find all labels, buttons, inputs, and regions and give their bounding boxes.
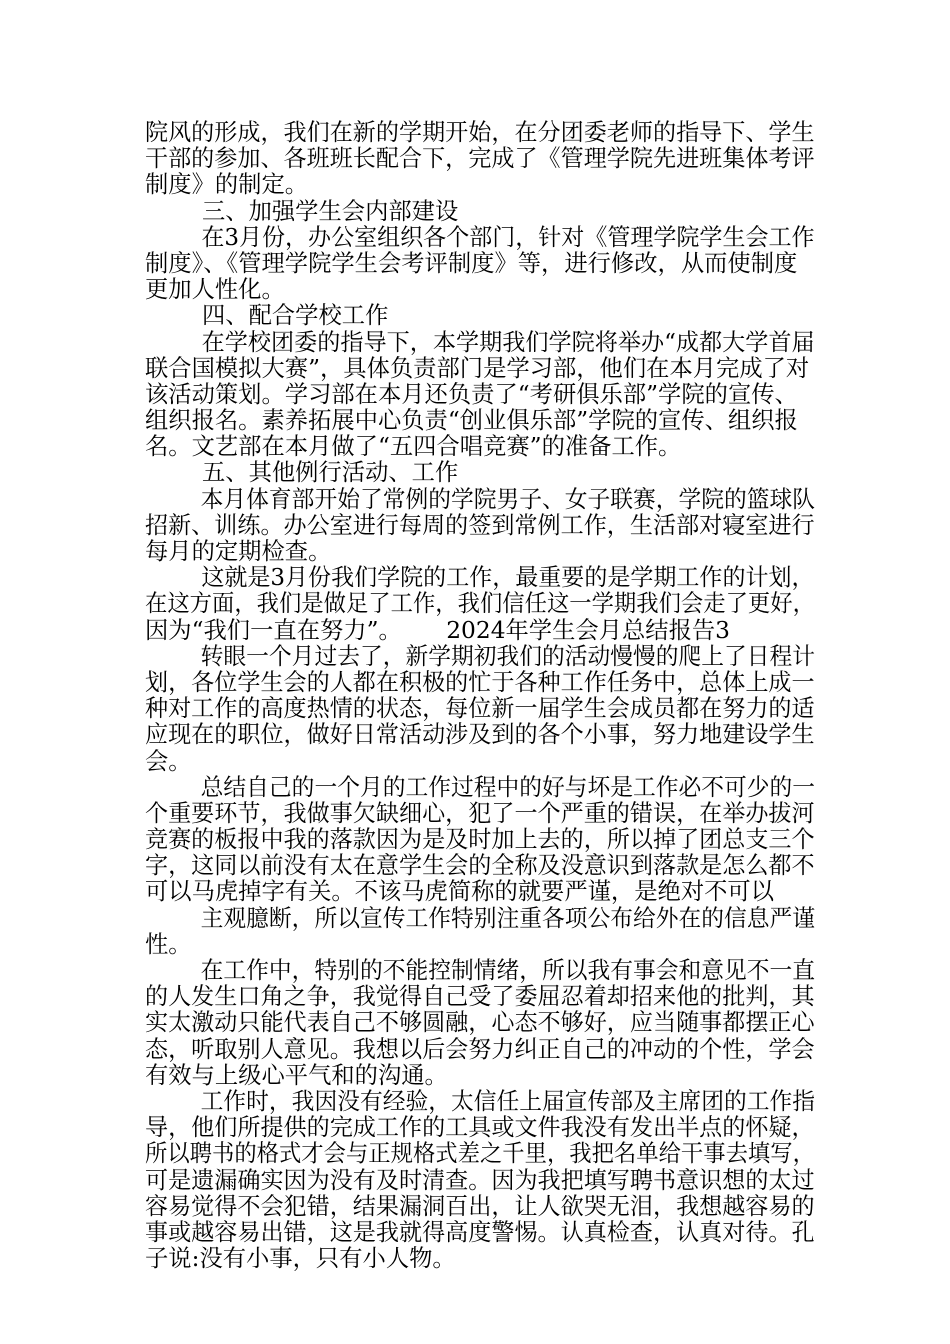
text-line: 所以聘书的格式才会与正规格式差之千里，我把名单给干事去填写， [145,1140,815,1168]
text-line: 导，他们所提供的完成工作的工具或文件我没有发出半点的怀疑， [145,1114,815,1142]
text-line: 本月体育部开始了常例的学院男子、女子联赛，学院的篮球队 [200,485,816,513]
text-line: 字，这同以前没有太在意学生会的全称及没意识到落款是怎么都不 [145,852,815,880]
text-line: 竞赛的板报中我的落款因为是及时加上去的，所以掉了团总支三个 [145,826,815,854]
text-line: 制度》的制定。 [145,171,309,199]
text-line: 在学校团委的指导下，本学期我们学院将举办“成都大学首届 [201,328,815,356]
text-line: 更加人性化。 [145,276,285,304]
text-line: 有效与上级心平气和的沟通。 [145,1061,448,1089]
text-line: 名。文艺部在本月做了“五四合唱竞赛”的准备工作。 [145,433,682,461]
text-line: 该活动策划。学习部在本月还负责了“考研俱乐部”学院的宣传、 [145,380,798,408]
text-line: 每月的定期检查。 [145,538,332,565]
text-line: 四、配合学校工作 [202,302,389,330]
text-line: 在工作中，特别的不能控制情绪，所以我有事会和意见不一直 [200,957,816,984]
text-line: 个重要环节，我做事欠缺细心，犯了一个严重的错误，在举办拔河 [145,799,815,827]
text-line: 制度》、《管理学院学生会考评制度》等，进行修改，从而使制度 [145,249,798,277]
text-line: 这就是3月份我们学院的工作，最重要的是学期工作的计划， [201,564,815,592]
text-line: 会。 [145,747,192,775]
text-line: 招新、训练。办公室进行每周的签到常例工作，生活部对寝室进行 [145,511,815,539]
text-line: 工作时，我因没有经验，太信任上届宣传部及主席团的工作指 [200,1087,816,1115]
text-line: 事或越容易出错，这是我就得高度警惕。认真检查，认真对待。孔 [145,1218,815,1246]
text-line: 院风的形成，我们在新的学期开始，在分团委老师的指导下、学生 [145,119,815,146]
text-line: 性。 [145,930,192,958]
text-line: 在这方面，我们是做足了工作，我们信任这一学期我们会走了更好， [145,590,815,618]
text-line: 种对工作的高度热情的状态，每位新一届学生会成员都在努力的适 [145,695,815,723]
text-line: 总结自己的一个月的工作过程中的好与坏是工作必不可少的一 [200,773,816,801]
text-line: 联合国模拟大赛”，具体负责部门是学习部，他们在本月完成了对 [145,354,810,382]
text-line: 实太激动只能代表自己不够圆融，心态不够好，应当随事都摆正心 [145,1009,815,1037]
text-line: 三、加强学生会内部建设 [202,197,459,225]
text-line: 五、其他例行活动、工作 [202,459,459,487]
text-line: 转眼一个月过去了，新学期初我们的活动慢慢的爬上了日程计 [200,642,816,670]
text-line: 子说:没有小事，只有小人物。 [145,1245,456,1273]
text-line: 在3月份，办公室组织各个部门，针对《管理学院学生会工作 [201,223,815,251]
text-line: 的人发生口角之争，我觉得自己受了委屈忍着却招来他的批判，其 [145,983,815,1011]
text-line: 可是遗漏确实因为没有及时清查。因为我把填写聘书意识想的太过 [145,1166,815,1194]
text-line: 组织报名。素养拓展中心负责“创业俱乐部”学院的宣传、组织报 [145,407,798,435]
text-line: 干部的参加、各班班长配合下，完成了《管理学院先进班集体考评 [145,145,815,173]
text-line: 应现在的职位，做好日常活动涉及到的各个小事，努力地建设学生 [145,721,815,749]
document-body [145,119,816,1273]
text-line: 划，各位学生会的人都在积极的忙于各种工作任务中，总体上成一 [145,668,815,696]
text-line: 主观臆断，所以宣传工作特别注重各项公布给外在的信息严谨 [200,904,816,932]
text-line: 容易觉得不会犯错，结果漏洞百出，让人欲哭无泪，我想越容易的 [145,1192,815,1220]
text-line: 因为“我们一直在努力”。 2024年学生会月总结报告3 [145,616,731,644]
text-line: 可以马虎掉字有关。不该马虎简称的就要严谨，是绝对不可以 [145,878,775,906]
text-line: 态，听取别人意见。我想以后会努力纠正自己的冲动的个性，学会 [145,1035,815,1063]
